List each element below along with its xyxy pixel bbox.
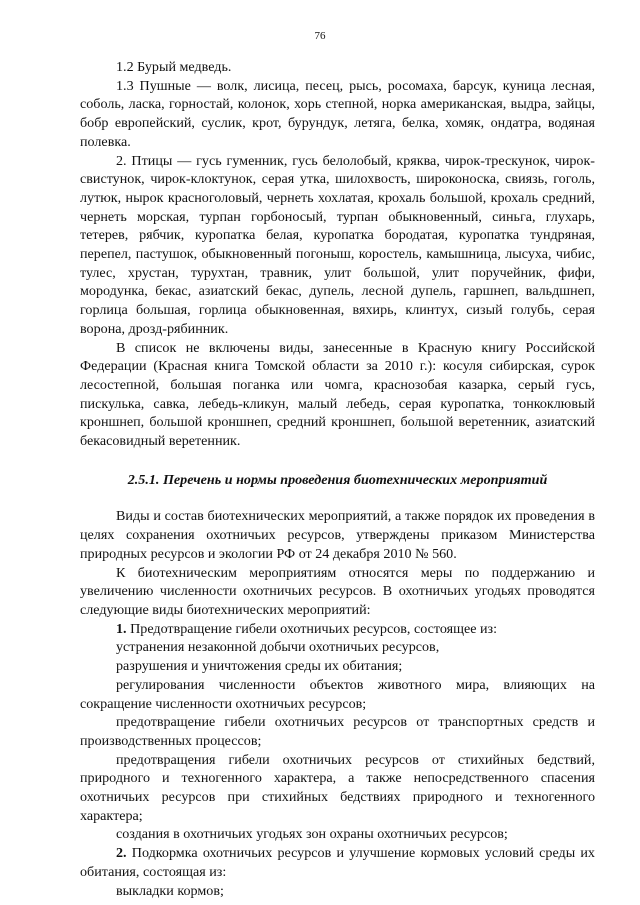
subitem-protection-zones: создания в охотничьих угодьях зон охраны охотничьих ресурсов; bbox=[116, 826, 508, 843]
subitem-habitat-destruction: разрушения и уничтожения среды их обитания; bbox=[116, 658, 403, 675]
subitem-population-regulation: регулирования численности объектов животного мира, влияющих на сокращение численности охотничьих ресурсов; bbox=[80, 676, 595, 712]
subitem-illegal-harvest: устранения незаконной добычи охотничьих ресурсов, bbox=[116, 639, 440, 656]
subitem-disaster-protection: предотвращения гибели охотничьих ресурсов от стихийных бедствий, природного и техногенного характера, а также непосредственного спасения охотничьих ресурсов при стихийных бедствиях природного и техногенного характера; bbox=[80, 751, 595, 824]
section-heading: 2.5.1. Перечень и нормы проведения биотехнических мероприятий bbox=[127, 471, 548, 488]
list-item-1-number: 1. bbox=[116, 620, 127, 637]
paragraph-birds: 2. Птицы — гусь гуменник, гусь белолобый, кряква, чирок-трескунок, чирок-свистунок, чирок-клоктунок, серая утка, шилохвость, широконоска, свиязь, гоголь, лутюк, нырок красноголовый, чернеть хохлатая, крохаль большой, крохаль средний, чернеть морская, турпан горбоносый, турпан обыкновенный, синьга, глухарь, тетерев, рябчик, куропатка белая, куропатка бородатая, куропатка тундряная, перепел, пастушок, обыкновенный погоныш, коростель, камышница, лысуха, чибис, тулес, хрустан, турухтан, травник, улит большой, улит поручейник, фифи, мородунка, бекас, азиатский бекас, дупель, лесной дупель, гаршнеп, вальдшнеп, горлица большая, горлица обыкновенная, вяхирь, клинтух, сизый голубь, серая ворона, дрозд-рябинник. bbox=[80, 152, 595, 337]
paragraph-red-book-exclusions: В список не включены виды, занесенные в Красную книгу Российской Федерации (Красная книга Томской области за 2010 г.): косуля сибирская, сурок лесостепной, большая поганка или чомга, краснозобая казарка, серый гусь, пискулька, савка, лебедь-кликун, малый лебедь, серая куропатка, тонкоклювый кроншнеп, большой кроншнеп, средний кроншнеп, большой веретенник, азиатский бекасовидный веретенник. bbox=[80, 339, 595, 450]
list-item-1 bbox=[80, 620, 595, 639]
subitem-transport-protection: предотвращение гибели охотничьих ресурсов от транспортных средств и производственных процессов; bbox=[80, 714, 595, 749]
list-item-2-text: Подкормка охотничьих ресурсов и улучшение кормовых условий среды их обитания, состоящая из: bbox=[80, 845, 595, 880]
page-number: 76 bbox=[314, 30, 326, 42]
list-item-2-number: 2. bbox=[116, 845, 127, 862]
paragraph-biotech-order: Виды и состав биотехнических мероприятий, а также порядок их проведения в целях сохранения охотничьих ресурсов, утверждены приказом Министерства природных ресурсов и экологии РФ от 24 декабря 2010 № 560. bbox=[80, 508, 595, 562]
page-body bbox=[80, 58, 595, 900]
list-item-2 bbox=[80, 844, 595, 881]
paragraph-biotech-definition: К биотехническим мероприятиям относятся меры по поддержанию и увеличению численности охотничьих ресурсов. В охотничьих угодьях проводятся следующие виды биотехнических мероприятий: bbox=[80, 564, 595, 618]
paragraph-fur-animals: 1.3 Пушные — волк, лисица, песец, рысь, росомаха, барсук, куница лесная, соболь, ласка, горностай, колонок, хорь степной, норка американская, выдра, зайцы, бобр европейский, суслик, крот, бурундук, летяга, белка, хомяк, ондатра, водяная полевка. bbox=[80, 77, 595, 150]
paragraph-brown-bear: 1.2 Бурый медведь. bbox=[116, 59, 232, 75]
list-item-1-text: Предотвращение гибели охотничьих ресурсов, состоящее из: bbox=[130, 620, 498, 637]
subitem-feed-laying: выкладки кормов; bbox=[116, 882, 224, 899]
